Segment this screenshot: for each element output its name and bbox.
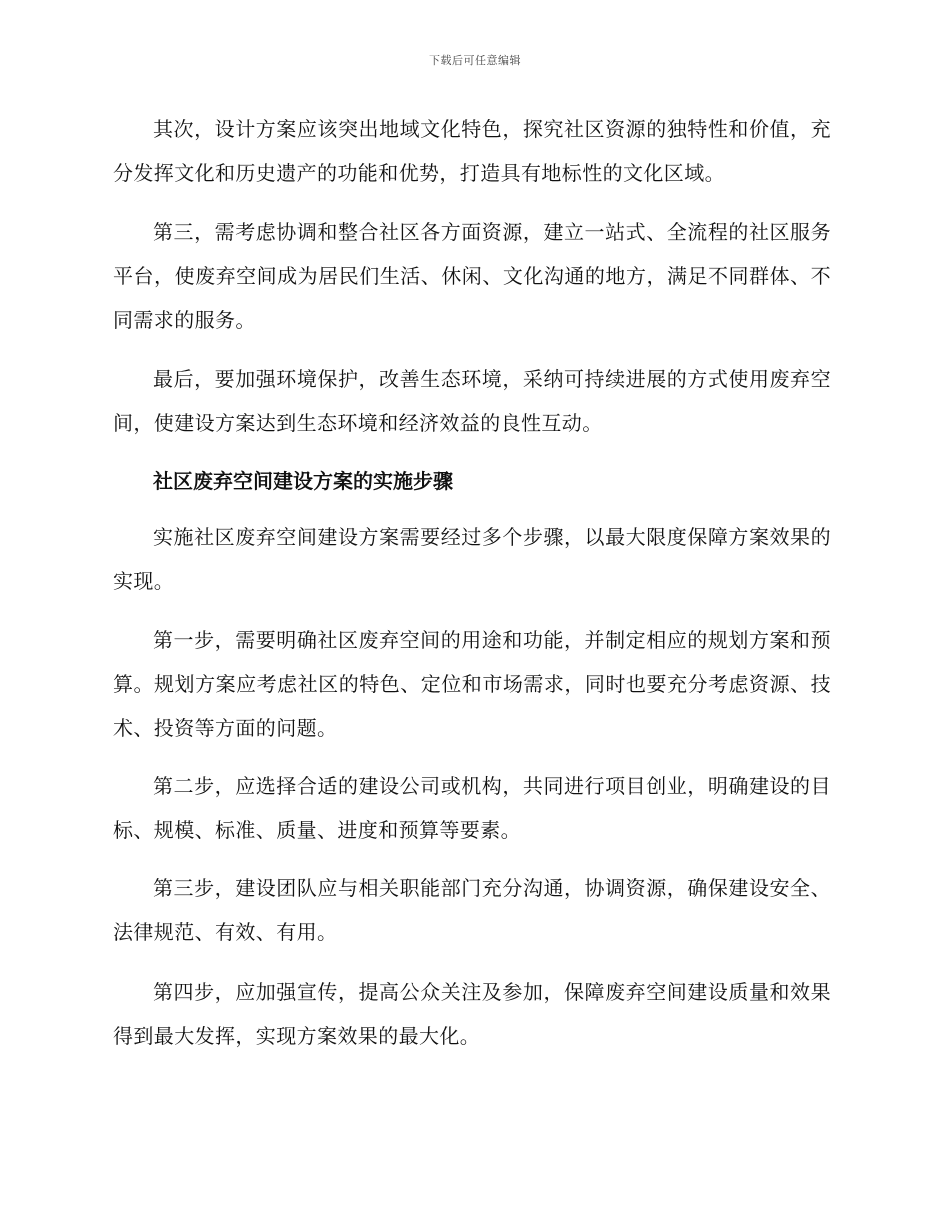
page-header: 下载后可任意编辑 (429, 54, 521, 67)
section-heading: 社区废弃空间建设方案的实施步骤 (153, 469, 453, 493)
paragraph-step-one: 第一步，需要明确社区废弃空间的用途和功能，并制定相应的规划方案和预算。规划方案应考虑社区的特色、定位和市场需求，同时也要充分考虑资源、技术、投资等方面的问题。 (113, 628, 831, 740)
paragraph-steps-intro: 实施社区废弃空间建设方案需要经过多个步骤，以最大限度保障方案效果的实现。 (113, 525, 831, 593)
paragraph-step-two: 第二步，应选择合适的建设公司或机构，共同进行项目创业，明确建设的目标、规模、标准、质量、进度和预算等要素。 (113, 774, 831, 842)
paragraph-step-three: 第三步，建设团队应与相关职能部门充分沟通，协调资源，确保建设安全、法律规范、有效、有用。 (113, 876, 831, 944)
paragraph-step-four: 第四步，应加强宣传，提高公众关注及参加，保障废弃空间建设质量和效果得到最大发挥，实现方案效果的最大化。 (113, 980, 831, 1048)
paragraph-regional-culture: 其次，设计方案应该突出地域文化特色，探究社区资源的独特性和价值，充分发挥文化和历史遗产的功能和优势，打造具有地标性的文化区域。 (113, 117, 831, 185)
paragraph-resource-integration: 第三，需考虑协调和整合社区各方面资源，建立一站式、全流程的社区服务平台，使废弃空间成为居民们生活、休闲、文化沟通的地方，满足不同群体、不同需求的服务。 (113, 220, 831, 332)
paragraph-environment: 最后，要加强环境保护，改善生态环境，采纳可持续进展的方式使用废弃空间，使建设方案达到生态环境和经济效益的良性互动。 (113, 367, 831, 435)
